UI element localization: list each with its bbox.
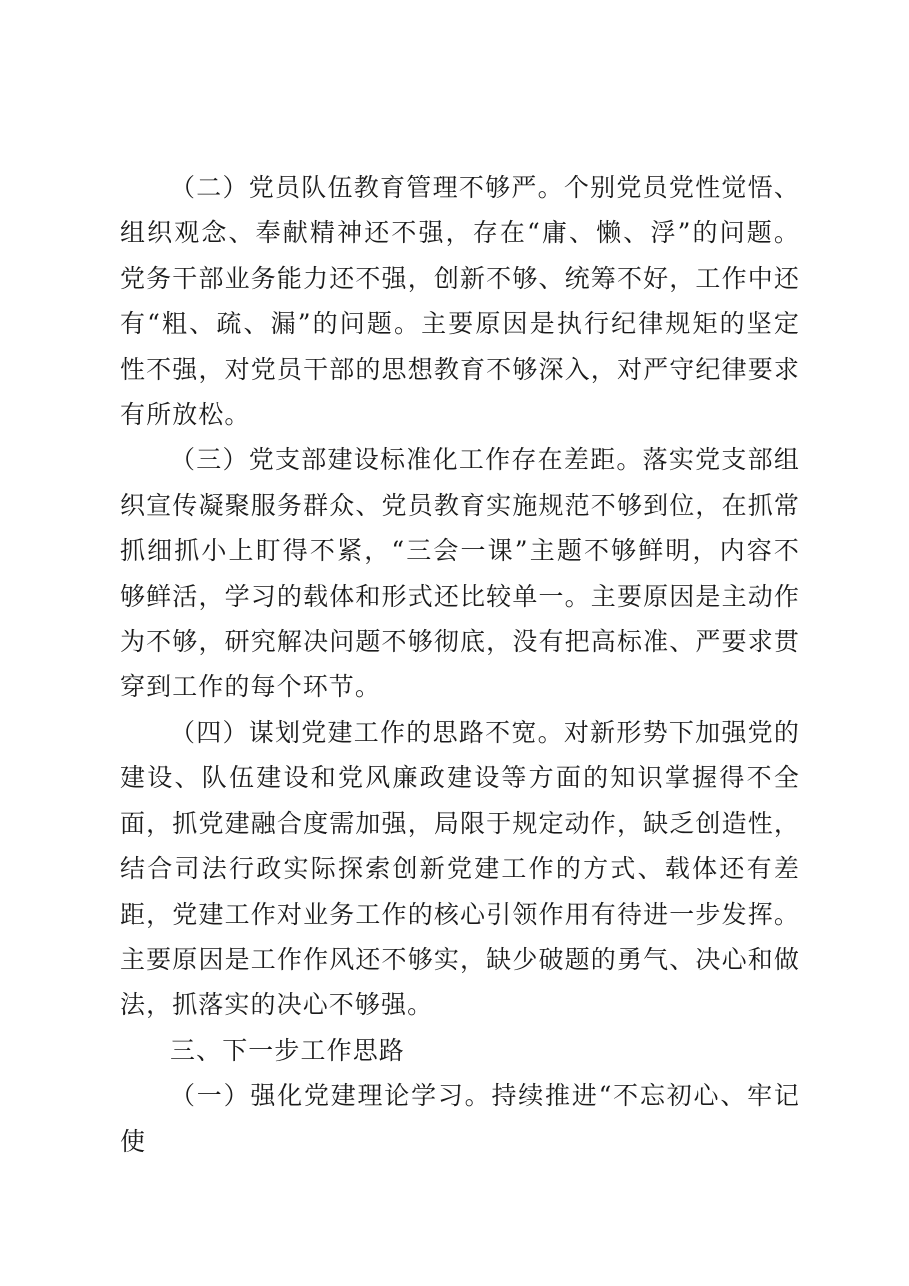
paragraph-theory-study: （一）强化党建理论学习。持续推进“不忘初心、牢记使 [120, 1081, 800, 1156]
section-heading-next-steps: 三、下一步工作思路 [170, 1035, 405, 1065]
paragraph-branch-standardization: （三）党支部建设标准化工作存在差距。落实党支部组织宣传凝聚服务群众、党员教育实施规范不够到位，在抓常抓细抓小上盯得不紧，“三会一课”主题不够鲜明，内容不够鲜活，学习的载体和形式还比较单一。主要原因是主动作为不够，研究解决问题不够彻底，没有把高标准、严要求贯穿到工作的每个环节。 [120, 445, 800, 702]
document-body [120, 165, 800, 1164]
paragraph-party-member-management: （二）党员队伍教育管理不够严。个别党员党性觉悟、组织观念、奉献精神还不强，存在“庸、懒、浮”的问题。党务干部业务能力还不强，创新不够、统筹不好，工作中还有“粗、疏、漏”的问题。主要原因是执行纪律规矩的坚定性不强，对党员干部的思想教育不够深入，对严守纪律要求有所放松。 [120, 173, 800, 430]
paragraph-party-building-ideas: （四）谋划党建工作的思路不宽。对新形势下加强党的建设、队伍建设和党风廉政建设等方面的知识掌握得不全面，抓党建融合度需加强，局限于规定动作，缺乏创造性，结合司法行政实际探索创新党建工作的方式、载体还有差距，党建工作对业务工作的核心引领作用有待进一步发挥。主要原因是工作作风还不够实，缺少破题的勇气、决心和做法，抓落实的决心不够强。 [120, 717, 800, 1020]
